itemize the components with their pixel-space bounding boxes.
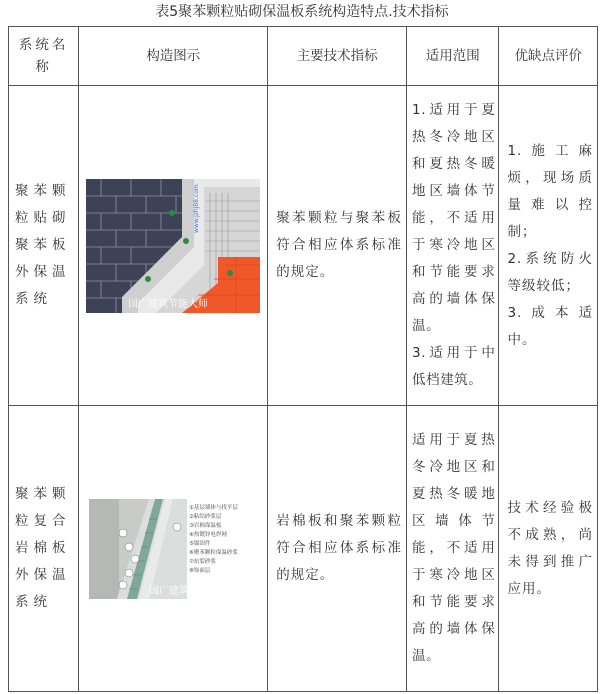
table-row <box>9 406 598 692</box>
legend-item: ⑤锚固件 <box>189 540 211 547</box>
image-watermark: 国广建筑节能大师 <box>149 585 230 597</box>
eps-board-diagram <box>86 179 260 313</box>
legend-item: ①基层墙体与找平层 <box>189 504 239 511</box>
evaluation-line: 技术经验极不成熟，尚未得到推广应用。 <box>507 499 593 597</box>
legend-item: ④热镀锌电焊网 <box>189 531 228 538</box>
legend-item: ⑧饰面层 <box>189 567 211 574</box>
rockwool-diagram <box>89 499 257 599</box>
scope-cell <box>407 86 499 406</box>
header-system: 系统名称 <box>9 27 79 86</box>
header-row <box>9 27 598 86</box>
scope-line: 1.适用于夏热冬冷地区和夏热冬暖地区墙体节能，不适用于寒冷地区和节能要求高的墙体保温。 <box>412 102 496 334</box>
table-row <box>9 86 598 406</box>
system-table <box>8 26 598 692</box>
evaluation-cell <box>499 406 598 692</box>
evaluation-cell <box>499 86 598 406</box>
header-scope: 适用范围 <box>407 27 499 86</box>
header-diagram: 构造图示 <box>79 27 268 86</box>
legend-item: ③岩棉保温板 <box>189 522 222 529</box>
evaluation-line: 3.成本适中。 <box>507 304 593 348</box>
evaluation-line: 1.施工麻烦，现场质量难以控制； <box>507 142 593 240</box>
scope-cell <box>407 406 499 692</box>
header-evaluation: 优缺点评价 <box>499 27 598 86</box>
indicators-text: 聚苯颗粒与聚苯板符合相应体系标准的规定。 <box>268 86 407 406</box>
evaluation-line: 2.系统防火等级较低； <box>507 250 593 294</box>
table-title: 表5聚苯颗粒贴砌保温板系统构造特点.技术指标 <box>155 4 449 20</box>
image-side-text: www.jzhj88.com <box>193 183 201 233</box>
legend-item: ⑦抗裂砂浆 <box>189 558 217 565</box>
construction-diagram-cell <box>79 86 268 406</box>
image-watermark: 国广建筑节能大师 <box>128 298 209 310</box>
legend-item: ⑥聚苯颗粒保温砂浆 <box>189 549 239 556</box>
anchor-icon <box>169 210 175 216</box>
scope-line: 适用于夏热冬冷地区和夏热冬暖地区墙体节能，不适用于寒冷地区和节能要求高的墙体保温。 <box>412 432 496 664</box>
legend-item: ②粘结砂浆层 <box>189 513 222 520</box>
indicators-text: 岩棉板和聚苯颗粒符合相应体系标准的规定。 <box>268 406 407 692</box>
system-name: 聚苯颗粒复合岩棉板外保温系统 <box>9 406 79 692</box>
scope-line: 3.适用于中低档建筑。 <box>412 345 496 388</box>
system-name: 聚苯颗粒贴砌聚苯板外保温系统 <box>9 86 79 406</box>
header-indicators: 主要技术指标 <box>268 27 407 86</box>
construction-diagram-cell <box>79 406 268 692</box>
